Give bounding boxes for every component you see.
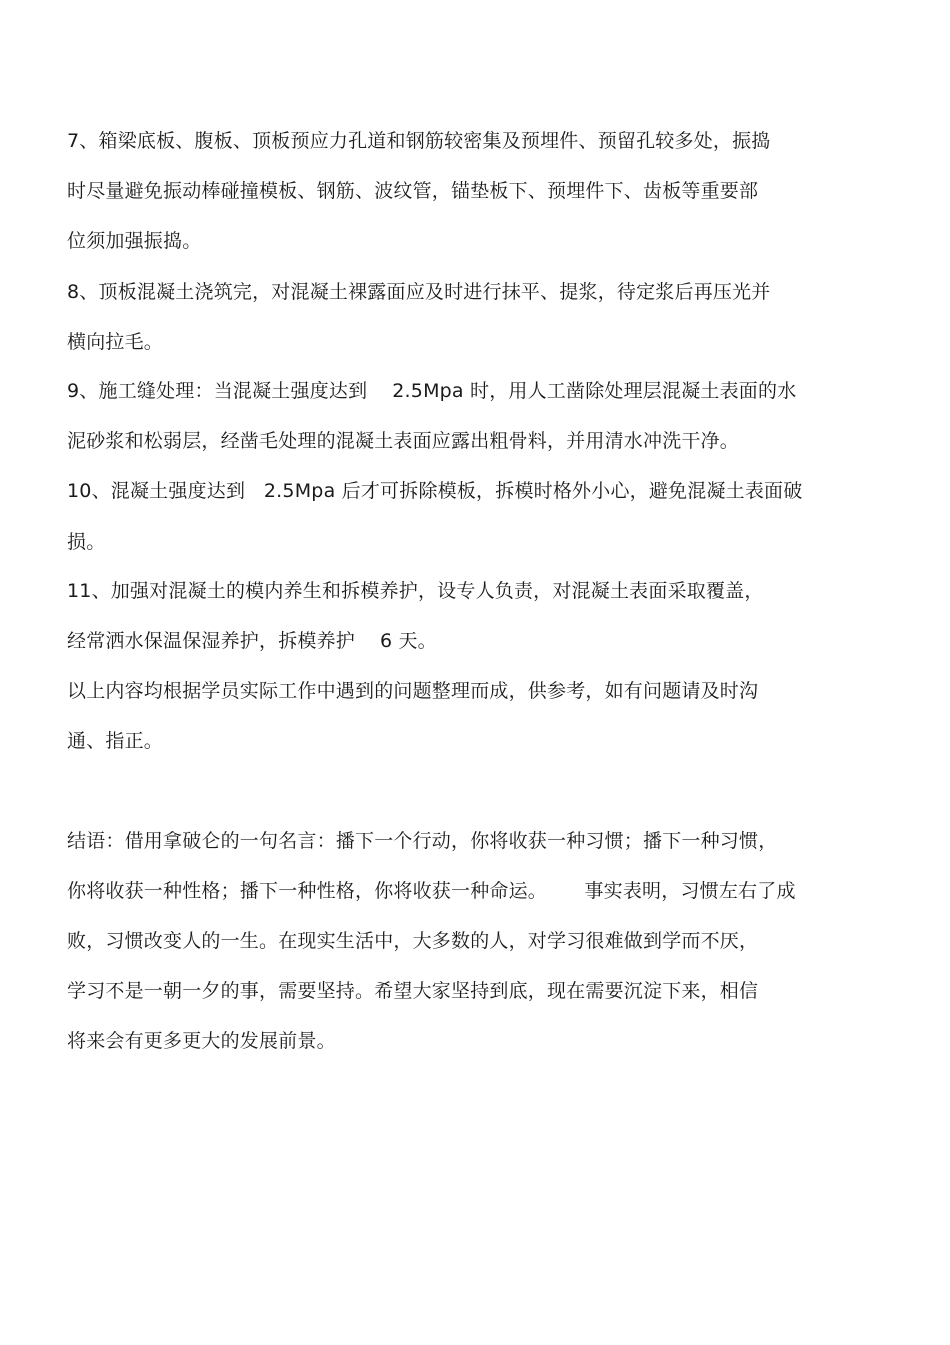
text-line: 10、混凝土强度达到 2.5Mpa 后才可拆除模板，拆模时格外小心，避免混凝土表面破 (67, 480, 803, 502)
text-line: 9、施工缝处理：当混凝土强度达到 2.5Mpa 时，用人工凿除处理层混凝土表面的水 (67, 380, 797, 402)
text-line: 通、指正。 (67, 730, 164, 752)
text-line: 泥砂浆和松弱层，经凿毛处理的混凝土表面应露出粗骨料，并用清水冲洗干净。 (67, 430, 740, 452)
text-line: 位须加强振捣。 (67, 230, 202, 252)
text-line: 7、箱梁底板、腹板、顶板预应力孔道和钢筋较密集及预埋件、预留孔较多处，振捣 (67, 130, 771, 152)
text-line: 时尽量避免振动棒碰撞模板、钢筋、波纹管，锚垫板下、预埋件下、齿板等重要部 (67, 180, 759, 202)
text-line: 将来会有更多更大的发展前景。 (67, 1030, 336, 1052)
text-line: 经常洒水保温保湿养护，拆模养护 6 天。 (67, 630, 437, 652)
text-line: 结语：借用拿破仑的一句名言：播下一个行动，你将收获一种习惯；播下一种习惯， (67, 830, 778, 852)
text-line: 8、顶板混凝土浇筑完，对混凝土裸露面应及时进行抹平、提浆，待定浆后再压光并 (67, 281, 771, 303)
text-line: 败，习惯改变人的一生。在现实生活中，大多数的人，对学习很难做到学而不厌， (67, 930, 759, 952)
text-line: 学习不是一朝一夕的事，需要坚持。希望大家坚持到底，现在需要沉淀下来，相信 (67, 980, 759, 1002)
text-line: 横向拉毛。 (67, 331, 164, 353)
text-line: 以上内容均根据学员实际工作中遇到的问题整理而成，供参考，如有问题请及时沟 (67, 680, 759, 702)
text-line: 11、加强对混凝土的模内养生和拆模养护，设专人负责，对混凝土表面采取覆盖， (67, 580, 764, 602)
text-line: 损。 (67, 531, 106, 553)
text-line: 你将收获一种性格；播下一种性格，你将收获一种命运。 事实表明，习惯左右了成 (67, 880, 796, 902)
